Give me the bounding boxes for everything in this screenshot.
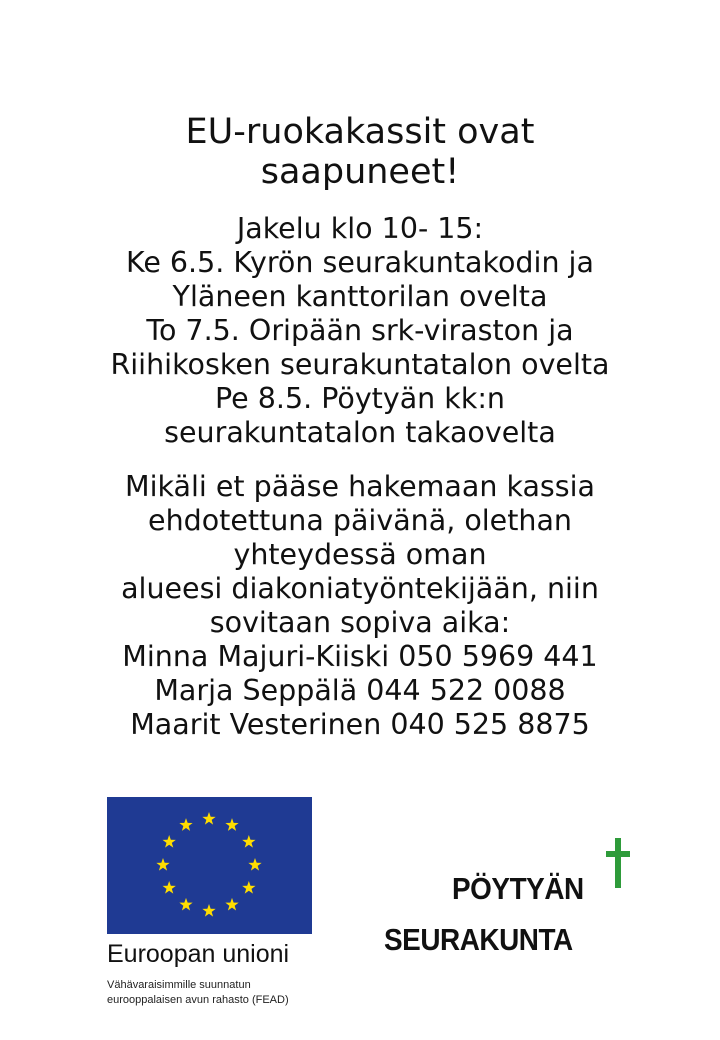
title-line: saapuneet!	[260, 152, 460, 192]
contact-info	[0, 470, 720, 742]
schedule-line: Ke 6.5. Kyrön seurakuntakodin ja	[126, 246, 594, 279]
contact-line: Minna Majuri-Kiiski 050 5969 441	[122, 640, 598, 673]
info-line: ehdotettuna päivänä, olethan	[148, 504, 572, 537]
contact-line: Marja Seppälä 044 522 0088	[154, 674, 566, 707]
eu-star-icon	[156, 858, 169, 871]
eu-star-icon	[163, 835, 176, 848]
distribution-schedule	[0, 212, 720, 450]
eu-star-icon	[225, 818, 238, 831]
info-line: sovitaan sopiva aika:	[209, 606, 511, 639]
eu-star-icon	[242, 835, 255, 848]
schedule-line: Riihikosken seurakuntatalon ovelta	[110, 348, 610, 381]
eu-name: Euroopan unioni	[107, 940, 290, 968]
page-title	[0, 112, 720, 192]
green-cross-icon	[606, 838, 630, 888]
title-line: EU-ruokakassit ovat	[185, 112, 535, 152]
eu-star-icon	[225, 898, 238, 911]
schedule-line: Pe 8.5. Pöytyän kk:n	[215, 382, 505, 415]
schedule-line: Jakelu klo 10- 15:	[236, 212, 484, 245]
schedule-line: seurakuntatalon takaovelta	[164, 416, 556, 449]
eu-star-icon	[202, 904, 215, 917]
eu-flag-icon	[107, 797, 312, 934]
eu-star-icon	[248, 858, 261, 871]
eu-star-icon	[163, 881, 176, 894]
eu-star-icon	[179, 818, 192, 831]
parish-name-line: PÖYTYÄN	[452, 871, 584, 906]
eu-subtitle: Vähävaraisimmille suunnatun	[107, 979, 251, 991]
eu-stars	[107, 797, 312, 934]
eu-star-icon	[242, 881, 255, 894]
parish-name-line: SEURAKUNTA	[384, 922, 573, 957]
eu-logo	[107, 797, 317, 1022]
schedule-line: To 7.5. Oripään srk-viraston ja	[146, 314, 574, 347]
eu-star-icon	[179, 898, 192, 911]
info-line: Mikäli et pääse hakemaan kassia	[124, 470, 595, 503]
info-line: alueesi diakoniatyöntekijään, niin	[121, 572, 599, 605]
schedule-line: Yläneen kanttorilan ovelta	[172, 280, 548, 313]
info-line: yhteydessä oman	[233, 538, 487, 571]
contact-line: Maarit Vesterinen 040 525 8875	[130, 708, 590, 741]
eu-subtitle: eurooppalaisen avun rahasto (FEAD)	[107, 994, 289, 1006]
parish-logo	[384, 838, 634, 968]
eu-star-icon	[202, 812, 215, 825]
